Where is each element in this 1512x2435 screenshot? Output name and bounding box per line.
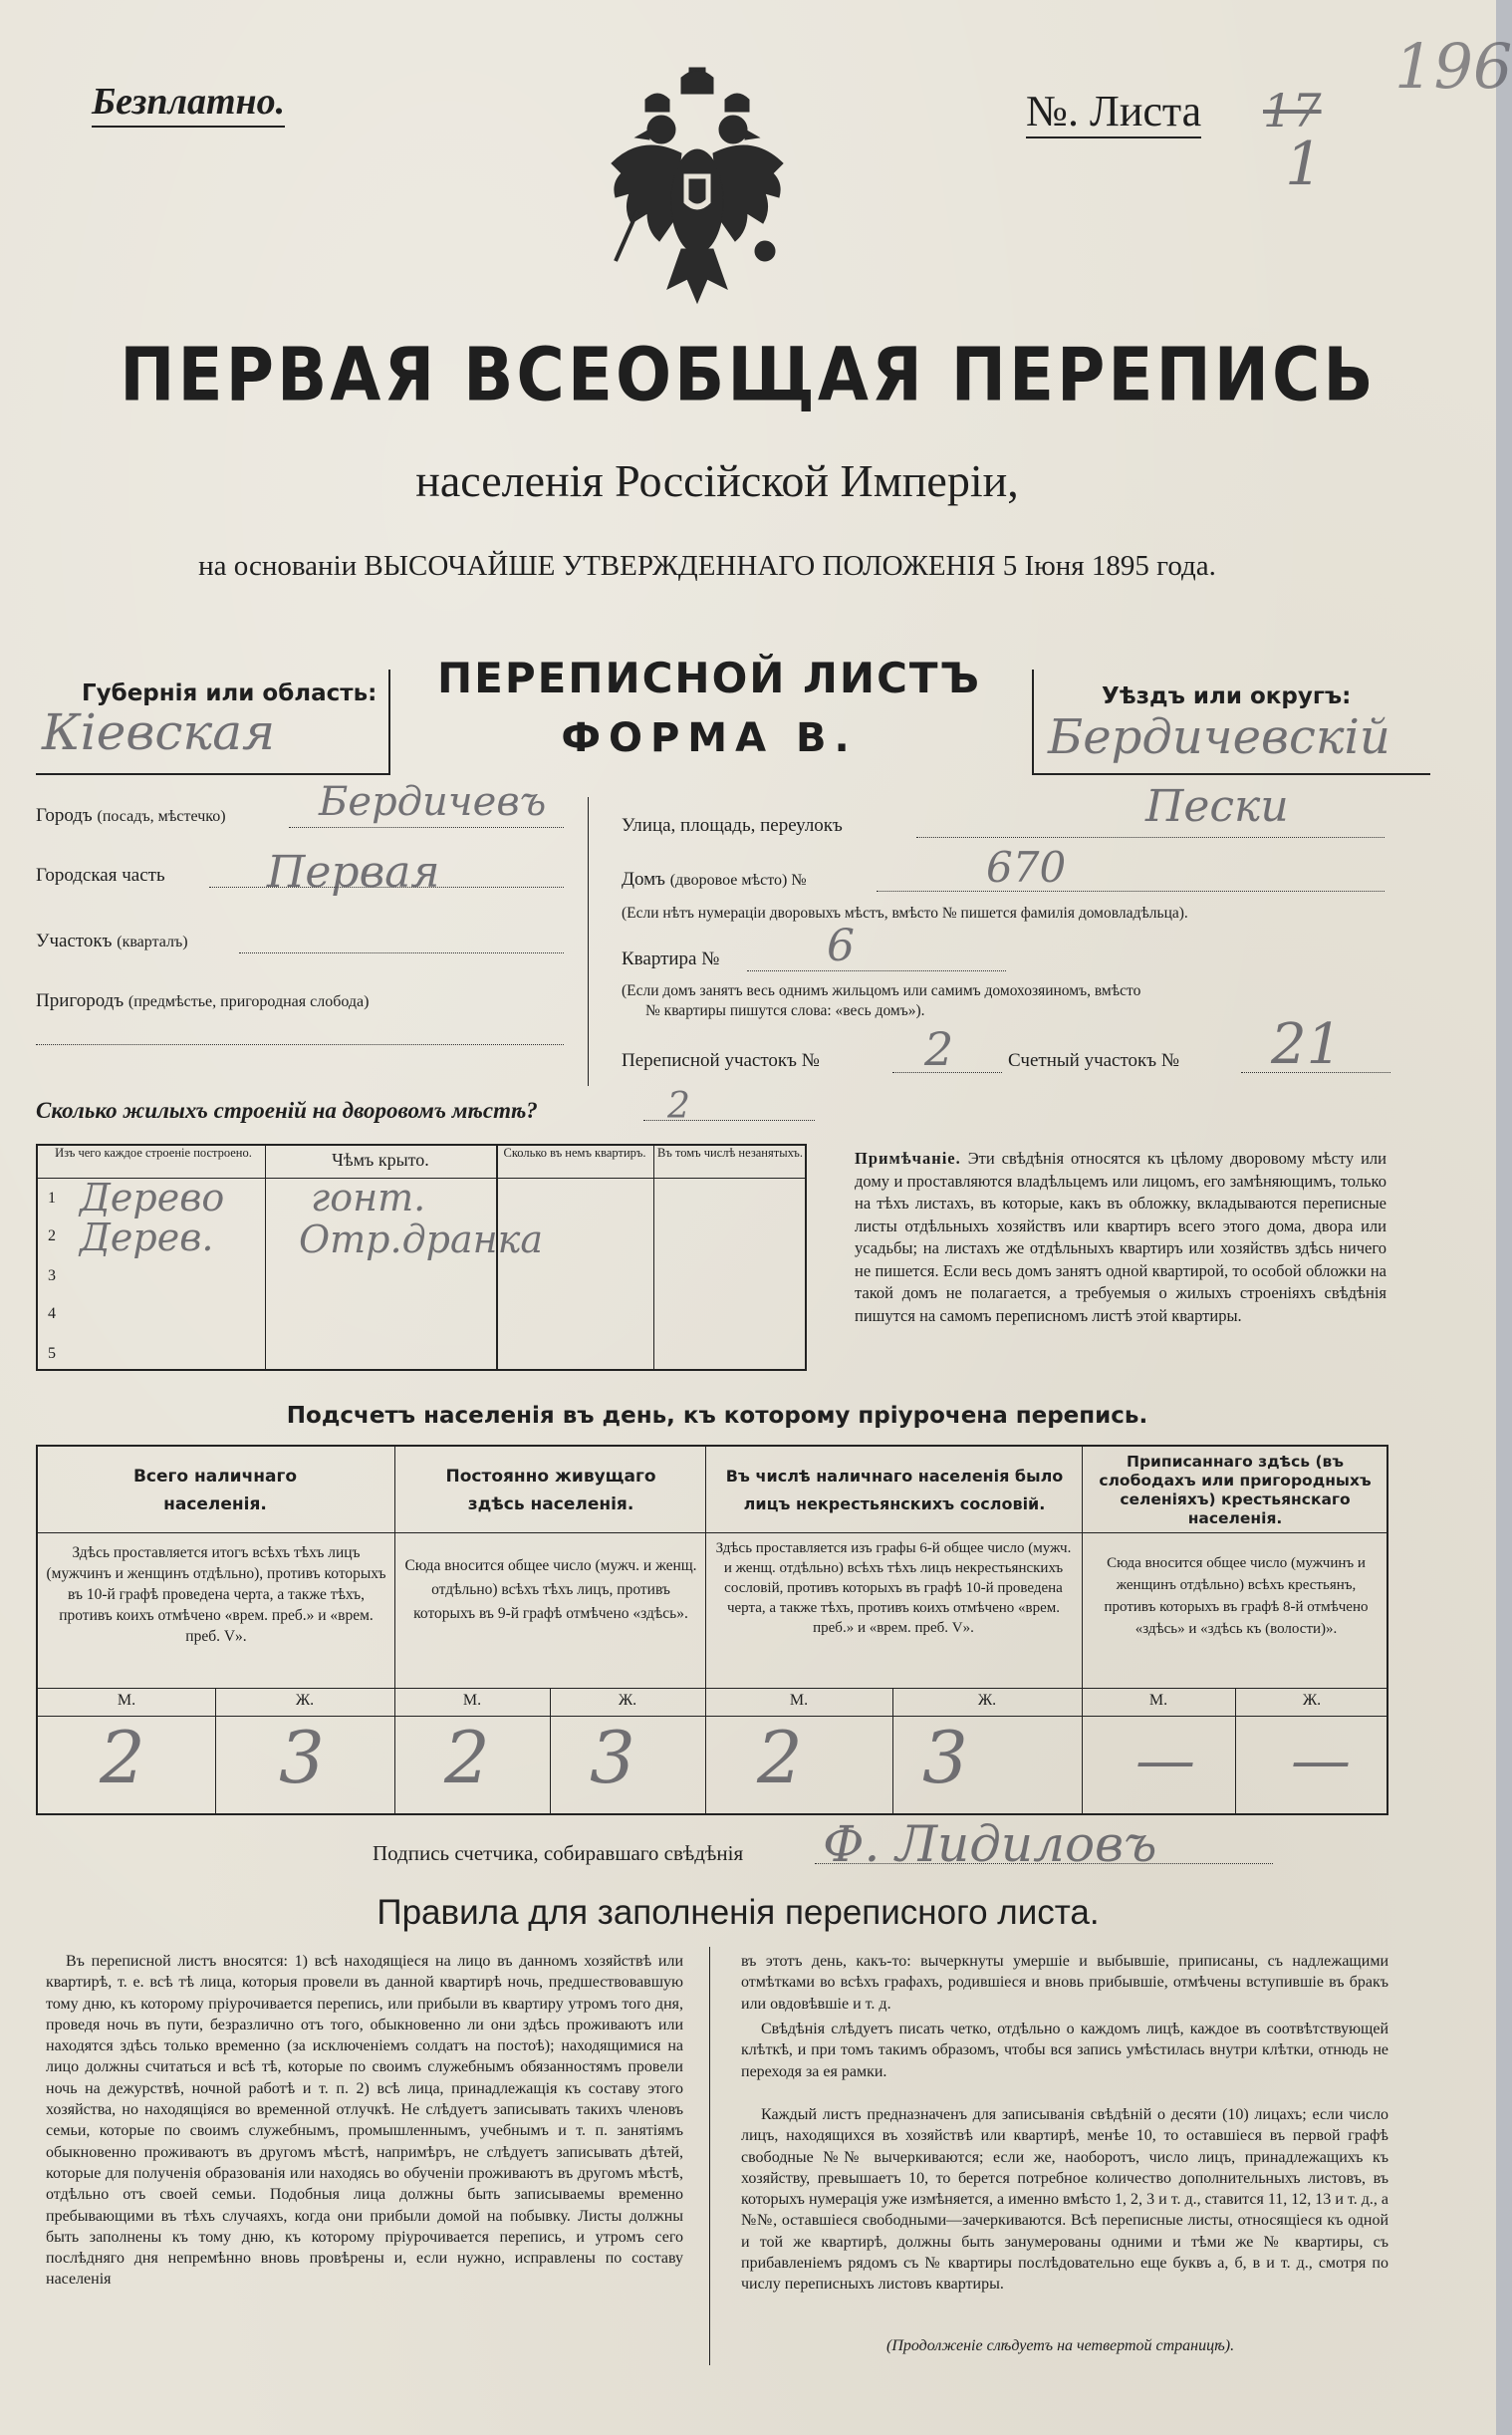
uezd-label: Уѣздъ или округъ: xyxy=(1102,683,1352,709)
population-female-label: Ж. xyxy=(295,1692,315,1709)
population-column-desc: Здѣсь проставляется изъ графы 6-й общее число (мужч. и женщ. отдѣльно) всѣхъ тѣхъ лицъ некрестьянскихъ сословій, противъ которыхъ въ графѣ 10-й проведена черта, а также тѣхъ, противъ коихъ отмѣчено «врем. преб.» и «врем. преб. V». xyxy=(715,1540,1072,1636)
population-title: Подсчетъ населенія въ день, къ которому пріурочена перепись. xyxy=(286,1403,1148,1429)
buildings-row-number: 2 xyxy=(48,1227,56,1244)
suburb-field-line xyxy=(36,1044,564,1045)
district-label-text: Участокъ xyxy=(36,931,113,951)
enumerator-signature-label: Подпись счетчика, собиравшаго свѣдѣнія xyxy=(373,1841,744,1865)
population-column-head: Приписаннаго здѣсь (въ слободахъ или пригородныхъ селеніяхъ) крестьянскаго населенія. xyxy=(1099,1453,1372,1527)
population-male-value: 2 xyxy=(757,1716,803,1799)
house-label-text: Домъ xyxy=(622,869,665,890)
house-label xyxy=(622,869,807,891)
sheet-number-struck: 17 xyxy=(1263,84,1322,137)
population-mf-split-1 xyxy=(215,1688,216,1815)
form-name: ФОРМА В. xyxy=(561,715,858,761)
rules-continued-note: (Продолженіе слѣдуетъ на четвертой страницѣ). xyxy=(886,2337,1235,2354)
census-district-label: Переписной участокъ № xyxy=(622,1050,820,1071)
enumerator-signature-value: Ф. Лидиловъ xyxy=(823,1815,1157,1873)
uezd-value: Бердичевскій xyxy=(1048,709,1390,765)
buildings-col-empty: Въ томъ числѣ незанятыхъ. xyxy=(657,1146,803,1160)
count-district-value: 21 xyxy=(1271,1012,1343,1077)
location-divider xyxy=(588,797,589,1086)
buildings-question: Сколько жилыхъ строеній на дворовомъ мѣстѣ? xyxy=(36,1098,538,1123)
city-part-value: Первая xyxy=(267,847,440,898)
population-female-label: Ж. xyxy=(977,1692,997,1709)
sheet-number-value: 1 xyxy=(1285,130,1324,199)
population-mf-split-3 xyxy=(892,1688,893,1815)
population-col-divider-1 xyxy=(394,1445,395,1815)
street-field-line xyxy=(916,837,1385,838)
rules-column-divider xyxy=(709,1947,710,2365)
city-label xyxy=(36,805,226,827)
buildings-col-roof: Чѣмъ крыто. xyxy=(332,1150,429,1170)
population-values-rule xyxy=(36,1716,1388,1717)
population-male-label: М. xyxy=(1148,1692,1168,1709)
rules-right-paragraph: Каждый листъ предназначенъ для записыванія свѣдѣній о десяти (10) лицахъ; если число лицъ, находящихся въ хозяйствѣ или квартирѣ, менѣе 10, то оставшіеся въ первой графѣ свободные №№ вычеркиваются; если же, наоборотъ, число лицъ, принадлежащихъ къ хозяйству, превышаетъ 10, то берется потребное количество дополнительныхъ листовъ, въ которыхъ нумерація уже измѣняется, а именно вмѣсто 1, 2, 3 и т. д., ставится 11, 12, 13 и т. д., а №№, оставшіеся свободными—зачеркиваются. Всѣ переписные листы, относящіеся къ одной и той же квартирѣ, должны быть занумерованы одними и тѣми же № квартиры, съ прибавленіемъ рядомъ съ № квартиры послѣдовательно еще буквъ а, б, в и т. д., смотря по числу переписныхъ листовъ квартиры. xyxy=(741,2106,1388,2294)
city-hint: (посадъ, мѣстечко) xyxy=(97,808,226,825)
population-female-label: Ж. xyxy=(618,1692,637,1709)
population-male-label: М. xyxy=(789,1692,809,1709)
city-field-line xyxy=(289,827,564,828)
apartment-value: 6 xyxy=(827,921,855,971)
population-mf-rule xyxy=(36,1688,1388,1689)
buildings-row-material: Дерев. xyxy=(80,1216,214,1259)
population-col-divider-2 xyxy=(705,1445,706,1815)
street-value: Пески xyxy=(1145,781,1289,832)
buildings-row-number: 1 xyxy=(48,1190,56,1207)
gubernia-label: Губернія или область: xyxy=(82,680,378,706)
rules-title: Правила для заполненія переписного листа. xyxy=(377,1893,1100,1932)
buildings-note-title: Примѣчаніе. xyxy=(855,1149,961,1168)
district-field-line xyxy=(239,952,564,953)
population-column-head: Всего наличнаго населенія. xyxy=(132,1467,298,1514)
house-value: 670 xyxy=(986,843,1067,892)
suburb-label xyxy=(36,990,369,1012)
house-field-line xyxy=(877,891,1385,892)
rules-left-column: Въ переписной листъ вносятся: 1) всѣ находящіеся на лицо въ данномъ хозяйствѣ или квартирѣ, т. е. всѣ тѣ лица, которыя провели въ данной квартирѣ ночь, предшествовавшую тому дню, къ которому пріурочивается перепись, или прибыли въ квартиру утромъ того дня, проведя ночь въ пути, безразлично отъ того, обыкновенно ли они здѣсь проживаютъ или находятся здѣсь только временно (за исключеніемъ солдатъ на постоѣ); находящимися на лицо должны считаться и всѣ тѣ, которые по своимъ служебнымъ обязанностямъ провели ночь на дежурствѣ, ночной работѣ и т. п. 2) всѣ лица, принадлежащія къ составу этого хозяйства, но находящіяся во временной отлучкѣ. Не слѣдуетъ записывать такихъ членовъ семьи, которые по своимъ служебнымъ, промышленнымъ, учебнымъ и т. п. занятіямъ обыкновенно проживаютъ въ другомъ мѣстѣ, напримѣръ, не слѣдуетъ записывать дѣтей, которые для полученія образованія или находясь во обученіи проживаютъ въ другомъ мѣстѣ, отдѣльно отъ своей семьи. Подобныя лица должны быть записываемы временно пребывающими въ тѣхъ случаяхъ, когда они прибыли домой на побывку. Листы должны быть заполнены къ тому дню, къ которому пріурочивается перепись, и утромъ сего послѣдняго дня непремѣнно вновь провѣрены и, если нужно, исправлены по составу населенія xyxy=(46,1953,683,2289)
population-male-value: 2 xyxy=(100,1716,145,1799)
population-female-value: 3 xyxy=(279,1716,325,1799)
apartment-note-2: № квартиры пишутся слова: «весь домъ»). xyxy=(645,1002,925,1019)
census-main-title: ПЕРВАЯ ВСЕОБЩАЯ ПЕРЕПИСЬ xyxy=(120,332,1377,418)
population-male-label: М. xyxy=(462,1692,482,1709)
buildings-row-material: Дерево xyxy=(80,1176,225,1219)
population-female-value: — xyxy=(1291,1726,1351,1795)
district-hint: (кварталъ) xyxy=(117,934,188,950)
population-male-value: 2 xyxy=(444,1716,490,1799)
rules-right-paragraph: въ этотъ день, какъ-то: вычеркнуты умершіе и выбывшіе, приписаны, съ надлежащими отмѣтками во всѣхъ графахъ, родившіеся и вновь прибывшіе, отмѣчены вступившіе въ бракъ или овдовѣвшіе и т. д. xyxy=(741,1953,1388,2013)
census-sheet-title: ПЕРЕПИСНОЙ ЛИСТЪ xyxy=(436,654,982,702)
population-female-label: Ж. xyxy=(1302,1692,1322,1709)
street-label: Улица, площадь, переулокъ xyxy=(622,815,843,836)
buildings-col-apartments: Сколько въ немъ квартиръ. xyxy=(503,1146,646,1160)
population-male-value: — xyxy=(1135,1726,1195,1795)
city-value: Бердичевъ xyxy=(319,779,547,825)
census-subtitle: населенія Россійской Имперіи, xyxy=(415,455,1019,506)
population-column-desc: Здѣсь проставляется итогъ всѣхъ тѣхъ лицъ (мужчинъ и женщинъ отдѣльно), противъ которыхъ въ 10-й графѣ проведена черта, а также тѣхъ, противъ коихъ отмѣчено «врем. преб.» и «врем. преб. V». xyxy=(46,1544,386,1645)
population-female-value: 3 xyxy=(590,1716,635,1799)
buildings-note xyxy=(855,1148,1386,1327)
imperial-eagle-emblem xyxy=(598,62,797,311)
population-female-value: 3 xyxy=(922,1716,968,1799)
apartment-note-1: (Если домъ занятъ весь однимъ жильцомъ или самимъ домохозяиномъ, вмѣсто xyxy=(622,982,1141,999)
population-head-rule xyxy=(36,1532,1388,1533)
buildings-row-number: 3 xyxy=(48,1267,56,1284)
district-label xyxy=(36,931,188,952)
rules-right-paragraph: Свѣдѣнія слѣдуетъ писать четко, отдѣльно о каждомъ лицѣ, каждое въ соотвѣтствующей клѣткѣ, и при томъ такимъ образомъ, чтобы вся запись умѣстилась внутри клѣтки, отнюдь не переходя за ея рамки. xyxy=(741,2021,1388,2080)
suburb-label-text: Пригородъ xyxy=(36,990,125,1011)
sheet-number-label: №. Листа xyxy=(1026,86,1201,138)
house-hint: (дворовое мѣсто) № xyxy=(669,872,807,889)
apartment-label: Квартира № xyxy=(622,948,720,969)
population-mf-split-4 xyxy=(1235,1688,1236,1815)
buildings-row-roof: гонт. xyxy=(311,1176,426,1219)
buildings-col-material: Изъ чего каждое строеніе построено. xyxy=(55,1146,252,1160)
buildings-note-text: Эти свѣдѣнія относятся къ цѣлому дворовому мѣсту или дому и проставляются владѣльцемъ или лицомъ, его замѣняющимъ, только на тѣхъ листахъ, въ которые, какъ въ обложку, вкладываются переписные листы отдѣльныхъ хозяйствъ или квартиръ всего этого дома, двора или усадьбы; на листахъ же отдѣльныхъ квартиръ или хозяйствъ здѣсь ничего не пишется. Если весь домъ занятъ одной квартирой, то особой обложки на такой домъ не полагается, а требуемыя о жилыхъ строеніяхъ свѣдѣнія пишутся на самомъ переписномъ листѣ этой квартиры. xyxy=(855,1149,1386,1325)
gubernia-value: Кіевская xyxy=(42,703,276,761)
free-label: Безплатно. xyxy=(92,80,285,128)
suburb-hint: (предмѣстье, пригородная слобода) xyxy=(127,993,370,1010)
census-legal-basis: на основаніи ВЫСОЧАЙШЕ УТВЕРЖДЕННАГО ПОЛОЖЕНІЯ 5 Іюня 1895 года. xyxy=(198,550,1216,582)
population-column-desc: Сюда вносится общее число (мужч. и женщ. отдѣльно) всѣхъ тѣхъ лицъ, противъ которыхъ въ 9-й графѣ отмѣчено «здѣсь». xyxy=(404,1557,697,1622)
city-label-text: Городъ xyxy=(36,805,93,826)
buildings-row-roof: Отр.дранка xyxy=(299,1218,544,1261)
corner-archive-number: 196 xyxy=(1394,30,1512,103)
buildings-row-number: 4 xyxy=(48,1305,56,1322)
city-part-label: Городская часть xyxy=(36,865,165,886)
population-col-divider-3 xyxy=(1082,1445,1083,1815)
apartment-field-line xyxy=(747,970,1006,971)
house-note: (Если нѣтъ нумераціи дворовыхъ мѣстъ, вмѣсто № пишется фамилія домовладѣльца). xyxy=(622,905,1188,922)
population-column-desc: Сюда вносится общее число (мужчинъ и женщинъ отдѣльно) всѣхъ крестьянъ, противъ которыхъ въ графѣ 8-й отмѣчено «здѣсь» и «здѣсь къ (волости)». xyxy=(1104,1555,1369,1637)
population-male-label: М. xyxy=(117,1692,136,1709)
census-district-value: 2 xyxy=(924,1022,954,1076)
buildings-row-number: 5 xyxy=(48,1345,56,1362)
population-column-head: Въ числѣ наличнаго населенія было лицъ некрестьянскихъ сословій. xyxy=(725,1467,1064,1513)
count-district-label: Счетный участокъ № xyxy=(1008,1050,1179,1071)
buildings-answer: 2 xyxy=(667,1086,690,1127)
population-mf-split-2 xyxy=(550,1688,551,1815)
population-column-head: Постоянно живущаго здѣсь населенія. xyxy=(445,1467,656,1514)
